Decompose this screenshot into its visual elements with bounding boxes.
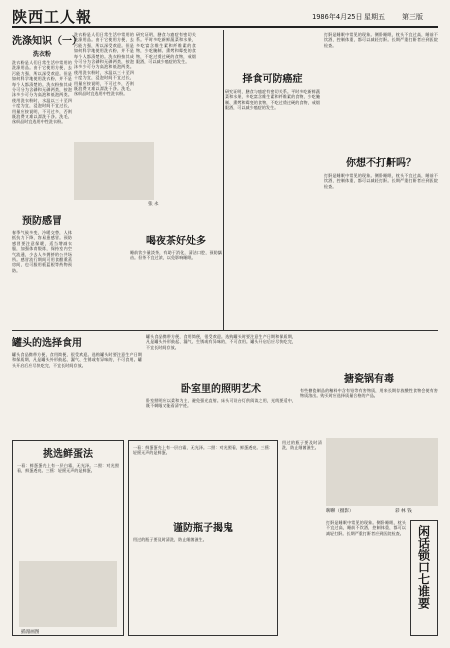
article-body: 用过的瓶子要及时清洗，防止细菌滋生。: [133, 537, 207, 542]
cartoon: [19, 561, 117, 627]
side-banner: 闲话锁口七谁要: [416, 525, 431, 609]
article-body: 罐头食品携带方便，食用简便，很受欢迎。选购罐头时要注意生产日期和保质期，凡是罐头外形鼓起、漏气、生锈或有异味的，不可食用。罐头开启后应尽快吃完，不宜长时间存放。: [12, 352, 142, 368]
article-pot: [300, 334, 438, 434]
article-title: 罐头的选择食用: [12, 338, 82, 349]
article-bug-box: [128, 440, 278, 636]
article-title: 预防感冒: [22, 216, 62, 227]
cartoon-caption: 插漫画图: [21, 630, 40, 635]
article-title: 搪瓷锅有毒: [344, 374, 394, 385]
page-number: 第三版: [402, 13, 423, 21]
article-body: 一看：鲜蛋蛋壳上有一层白霜，无光泽。二照：对光照看，鲜蛋透亮。三摇：轻摇无声的是鲜蛋。: [133, 445, 273, 456]
photo-caption: 彩 林 钱: [395, 509, 412, 514]
article-light: [146, 334, 296, 434]
article-side: [326, 520, 406, 636]
article-body: 洗衣粉是人们日常生活中常用的洗涤用品。由于它使用方便，去污能力强，所以深受欢迎。但是如何科学地使用洗衣粉，并不是每个人都清楚的。洗衣粉按其成分可分为含磷和无磷两类，按泡沫多少可分为高泡和低泡两类。使用洗衣粉时，水温以三十至四十度为宜，浸泡时间不宜过长，用量应按说明，不可过多，否则既浪费又难以漂洗干净。洗毛、丝织品时宜选用中性洗衣粉。: [12, 60, 72, 125]
article-washing-cont2: [136, 32, 196, 142]
article-body: 用过的瓶子要及时清洗，防止细菌滋生。: [282, 440, 322, 451]
illustration-caption: 张 永: [148, 202, 159, 207]
article-hit: [324, 32, 438, 332]
newspaper-title: 陕西工人報: [12, 8, 93, 26]
article-body: 打鼾是睡眠中常见的现象。侧卧睡眠，枕头不宜过高，睡前不饮酒，控制体重，都可以减轻打鼾。长期严重打鼾者应到医院检查。: [326, 520, 406, 536]
article-body: 打鼾是睡眠中常见的现象。侧卧睡眠，枕头不宜过高，睡前不饮酒，控制体重，都可以减轻打鼾。长期严重打鼾者应到医院检查。: [324, 32, 438, 48]
section-rule: [12, 330, 438, 331]
article-body: 洗衣粉是人们日常生活中常用的洗涤用品。由于它使用方便，去污能力强，所以深受欢迎。但是如何科学地使用洗衣粉，并不是每个人都清楚的。洗衣粉按其成分可分为含磷和无磷两类，按泡沫多少可分为高泡和低泡两类。使用洗衣粉时，水温以三十至四十度为宜，浸泡时间不宜过长，用量应按说明，不可过多，否则既浪费又难以漂洗干净。洗毛、丝织品时宜选用中性洗衣粉。: [74, 32, 134, 97]
article-body: 罐头食品携带方便，食用简便，很受欢迎。选购罐头时要注意生产日期和保质期，凡是罐头外形鼓起、漏气、生锈或有异味的，不可食用。罐头开启后应尽快吃完，不宜长时间存放。: [146, 334, 296, 350]
illustration: [74, 142, 154, 200]
issue-weekday: 星期五: [364, 13, 385, 21]
photo: [326, 438, 438, 506]
article-nutrition: [225, 32, 320, 252]
article-title: 谨防瓶子揭鬼: [173, 523, 233, 534]
article-title: 卧室里的照明艺术: [181, 384, 261, 395]
article-body: 卧室照明应以柔和为主，避免强光直射。床头可设台灯供阅读之用，光线要适中，既不刺眼又能看清字迹。: [146, 398, 296, 409]
article-washing-cont: [74, 32, 134, 142]
article-ad: [282, 440, 322, 636]
side-banner-box: [410, 520, 438, 636]
article-body: 研究证明，膳食与癌症有密切关系。平时多吃新鲜蔬菜和水果，多吃富含维生素和纤维素的食物，少吃腌制、熏烤和霉变的食物，不吃过烫过硬的食物，戒烟限酒，可以减少癌症的发生。: [136, 32, 196, 65]
article-body: 研究证明，膳食与癌症有密切关系。平时多吃新鲜蔬菜和水果，多吃富含维生素和纤维素的食物，少吃腌制、熏烤和霉变的食物，不吃过烫过硬的食物，戒烟限酒，可以减少癌症的发生。: [225, 89, 320, 111]
article-body: 睡前饮少量淡茶，有助于消化，清洁口腔，预防龋齿。但茶不宜过浓，以免影响睡眠。: [130, 250, 222, 261]
article-body: 打鼾是睡眠中常见的现象。侧卧睡眠，枕头不宜过高，睡前不饮酒，控制体重，都可以减轻打鼾。长期严重打鼾者应到医院检查。: [324, 173, 438, 189]
article-storage: [12, 334, 142, 434]
article-washing: [12, 32, 82, 172]
photo-caption: 聊聊（摄影）: [326, 509, 354, 514]
article-title: 挑选鲜蛋法: [43, 449, 93, 460]
article-title: 喝夜茶好处多: [146, 236, 206, 247]
article-body: 一看：鲜蛋蛋壳上有一层白霜，无光泽。二照：对光照看，鲜蛋透亮。三摇：轻摇无声的是鲜蛋。: [17, 463, 119, 474]
article-fresh-box: [12, 440, 124, 636]
article-illness: [12, 212, 72, 327]
issue-date: 1986年4月25日: [312, 13, 363, 21]
article-title: 择食可防癌症: [242, 74, 303, 85]
article-body: 春季气候多变，冷暖交替，人体抵抗力下降，容易患感冒。预防感冒要注意保暖，适当增减衣服，加强体育锻炼，保持室内空气流通，少去人多拥挤的公共场所。感冒流行期间可用食醋熏蒸房间，也可服用板蓝根等药物预防。: [12, 230, 72, 273]
article-subtitle: 洗衣粉: [32, 51, 51, 58]
masthead: [12, 6, 438, 28]
article-title: 你想不打鼾吗？: [346, 158, 416, 169]
article-title: 洗涤知识（一）: [12, 36, 82, 47]
article-body: 有些搪瓷制品的釉料中含有铅等有害物质，用来长期存放酸性食物会使有害物质溶出。购买时应选择质量合格的产品。: [300, 388, 438, 399]
article-tea: [130, 212, 222, 327]
column-rule: [223, 30, 224, 330]
